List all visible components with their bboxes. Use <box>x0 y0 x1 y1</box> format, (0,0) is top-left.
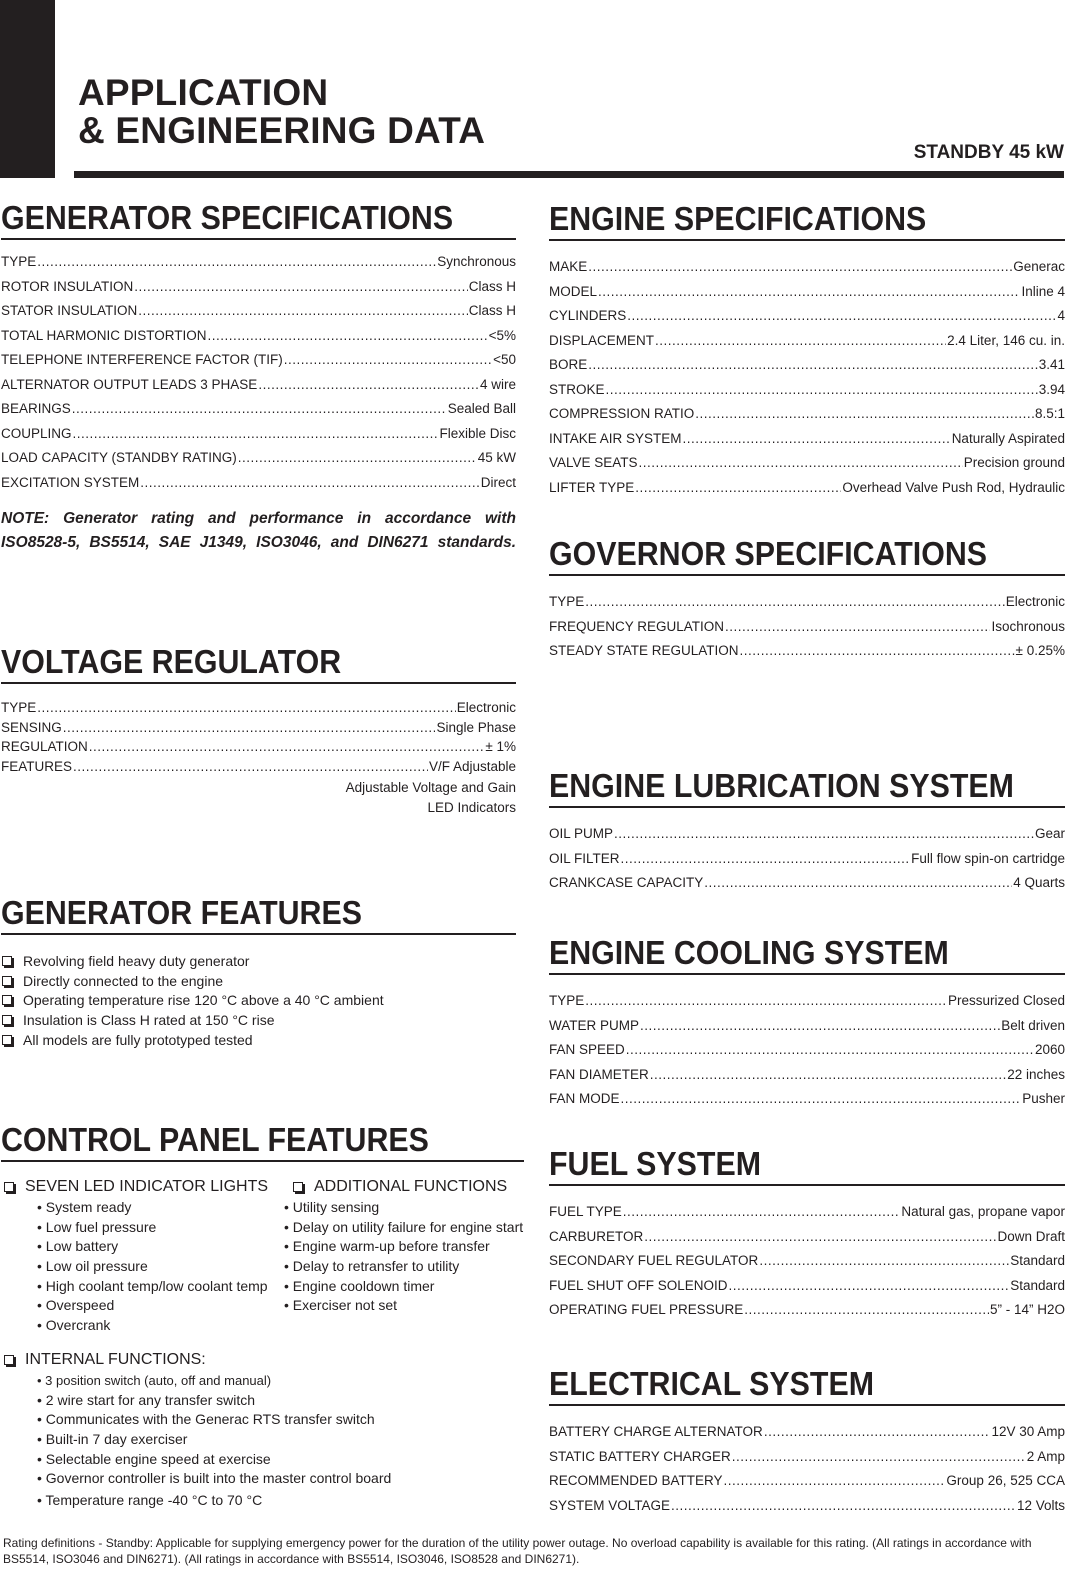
dot-leader <box>655 333 946 348</box>
dot-leader <box>63 720 436 735</box>
spec-label: EXCITATION SYSTEM <box>1 474 140 490</box>
spec-label: TELEPHONE INTERFERENCE FACTOR (TIF) <box>1 352 283 367</box>
spec-row <box>1 450 516 475</box>
additional-items <box>283 1198 523 1316</box>
spec-row <box>1 401 516 426</box>
spec-row <box>1 303 516 328</box>
section-rule <box>1 1160 524 1162</box>
spec-label: MAKE <box>549 259 588 274</box>
spec-row <box>549 1498 1065 1523</box>
page-title <box>78 74 485 150</box>
spec-label: LIFTER TYPE <box>549 479 635 495</box>
control-panel-section <box>1 1122 524 1511</box>
spec-row <box>549 594 1065 619</box>
dot-leader <box>37 700 455 715</box>
list-item: • Overcrank <box>37 1317 111 1334</box>
spec-label: ALTERNATOR OUTPUT LEADS 3 PHASE <box>1 376 258 392</box>
dot-leader <box>644 1229 996 1244</box>
dot-leader <box>725 619 990 634</box>
list-item: Insulation is Class H rated at 150 °C rise <box>1 1010 516 1030</box>
spec-value: 2.4 Liter, 146 cu. in. <box>947 332 1065 348</box>
spec-value: Direct <box>480 474 516 490</box>
spec-row <box>549 1449 1065 1474</box>
page-title-line2: & ENGINEERING DATA <box>78 110 486 151</box>
spec-value: <50 <box>493 352 516 367</box>
spec-label: BORE <box>549 357 588 372</box>
dot-leader <box>73 426 439 441</box>
list-item: • Exerciser not set <box>284 1297 398 1314</box>
dot-leader <box>683 431 951 446</box>
list-item: • Overspeed <box>37 1297 115 1314</box>
spec-label: BEARINGS <box>1 401 71 416</box>
section-heading: ENGINE COOLING SYSTEM <box>549 934 949 971</box>
dot-leader <box>284 352 492 367</box>
spec-value: Inline 4 <box>1021 283 1065 299</box>
list-item: Directly connected to the engine <box>1 971 516 991</box>
rating-definitions-footer: Rating definitions - Standby: Applicable for supplying emergency power for the duration of the utility power outage. No overload capability is available for this rating. (All ratings in accordance with BS5514, ISO3046 and DIN6271). (All ratings in accordance with BS5514, ISO3046, ISO8528 and DIN6271). <box>3 1536 1032 1566</box>
governor-specifications-section <box>549 536 1065 668</box>
spec-row <box>549 1091 1065 1116</box>
spec-value: Group 26, 525 CCA <box>946 1473 1065 1488</box>
additional-functions-group <box>283 1176 523 1316</box>
section-rule <box>549 973 1065 975</box>
spec-list <box>549 594 1065 668</box>
dot-leader <box>588 259 1012 274</box>
list-item: • Governor controller is built into the master control board <box>37 1470 392 1487</box>
spec-row <box>549 643 1065 668</box>
spec-label: OIL FILTER <box>549 850 620 866</box>
spec-value: Single Phase <box>436 719 516 735</box>
spec-label: LOAD CAPACITY (STANDBY RATING) <box>1 450 237 465</box>
spec-row <box>549 851 1065 876</box>
checkbox-icon <box>2 995 12 1005</box>
spec-row <box>549 1473 1065 1498</box>
spec-row <box>549 1042 1065 1067</box>
spec-row <box>549 1302 1065 1327</box>
section-heading: VOLTAGE REGULATOR <box>1 643 342 680</box>
internal-functions-group <box>1 1349 524 1511</box>
spec-value: Class H <box>468 303 516 318</box>
spec-value: Pressurized Closed <box>947 993 1065 1008</box>
dot-leader <box>258 377 479 392</box>
dot-leader <box>588 357 1037 372</box>
spec-row <box>549 480 1065 505</box>
dot-leader <box>138 303 467 318</box>
list-item: • Low battery <box>37 1238 119 1255</box>
spec-value: Pusher <box>1022 1091 1065 1106</box>
spec-label: STATOR INSULATION <box>1 303 138 318</box>
spec-label: TYPE <box>549 993 585 1008</box>
spec-row <box>549 1424 1065 1449</box>
list-item: • 2 wire start for any transfer switch <box>37 1391 256 1408</box>
dot-leader <box>704 875 1012 890</box>
spec-value: 8.5:1 <box>1034 406 1065 421</box>
dot-leader <box>650 1067 1006 1082</box>
spec-row <box>549 284 1065 309</box>
dot-leader <box>640 1018 1000 1033</box>
spec-value: Electronic <box>456 700 516 715</box>
spec-value: Flexible Disc <box>439 425 516 441</box>
dot-leader <box>606 382 1038 397</box>
spec-label: SECONDARY FUEL REGULATOR <box>549 1253 759 1268</box>
spec-value: 3.94 <box>1038 381 1065 397</box>
spec-value: Electronic <box>1005 594 1065 609</box>
spec-value: 12V 30 Amp <box>991 1424 1065 1439</box>
section-rule <box>1 933 516 935</box>
spec-value: ± 0.25% <box>1015 643 1065 658</box>
spec-label: FREQUENCY REGULATION <box>549 618 725 634</box>
dot-leader <box>639 455 963 470</box>
dot-leader <box>208 328 488 343</box>
spec-value: Synchronous <box>437 254 516 269</box>
spec-label: CARBURETOR <box>549 1228 644 1244</box>
spec-label: FAN DIAMETER <box>549 1066 649 1082</box>
list-item: • 3 position switch (auto, off and manual) <box>37 1373 272 1388</box>
dot-leader <box>37 254 436 269</box>
spec-row <box>549 382 1065 407</box>
spec-label: SENSING <box>1 719 62 735</box>
spec-label: COUPLING <box>1 425 72 441</box>
checkbox-icon <box>2 1015 12 1025</box>
dot-leader <box>238 450 477 465</box>
generator-specifications-section <box>1 200 516 555</box>
section-heading: ENGINE SPECIFICATIONS <box>549 200 927 237</box>
additional-heading: ADDITIONAL FUNCTIONS <box>314 1178 508 1195</box>
header-rule <box>74 171 1064 178</box>
dot-leader <box>585 993 947 1008</box>
spec-row <box>549 259 1065 284</box>
list-item: • Low oil pressure <box>37 1258 148 1275</box>
dot-leader <box>627 308 1056 323</box>
spec-label: OIL PUMP <box>549 826 614 841</box>
list-item: • Communicates with the Generac RTS transfer switch <box>37 1411 375 1428</box>
feature-list <box>1 951 516 1050</box>
section-rule <box>549 239 1065 241</box>
dot-leader <box>729 1278 1010 1293</box>
list-item: • Temperature range -40 °C to 70 °C <box>37 1492 263 1509</box>
list-item: Operating temperature rise 120 °C above a 40 °C ambient <box>1 991 516 1011</box>
dot-leader <box>621 1091 1022 1106</box>
rating-subtitle: STANDBY 45 kW <box>913 142 1064 163</box>
spec-row <box>1 328 516 353</box>
spec-row <box>549 357 1065 382</box>
checkbox-icon <box>293 1182 303 1192</box>
checkbox-icon <box>2 976 12 986</box>
dot-leader <box>635 480 841 495</box>
spec-row <box>1 739 516 759</box>
dot-leader <box>671 1498 1016 1513</box>
list-item: • Engine warm-up before transfer <box>284 1238 490 1255</box>
feature-line: Adjustable Voltage and Gain <box>345 780 516 795</box>
spec-label: ROTOR INSULATION <box>1 278 134 294</box>
section-rule <box>549 574 1065 576</box>
spec-row <box>549 619 1065 644</box>
spec-label: FAN MODE <box>549 1091 620 1106</box>
spec-value: Class H <box>468 278 516 294</box>
led-indicators-group <box>3 1176 268 1336</box>
section-heading: ENGINE LUBRICATION SYSTEM <box>549 767 1014 804</box>
engine-lubrication-section <box>549 768 1065 900</box>
spec-value: V/F Adjustable <box>428 758 516 774</box>
spec-row <box>549 826 1065 851</box>
spec-label: INTAKE AIR SYSTEM <box>549 430 682 446</box>
spec-value: 5” - 14” H2O <box>989 1302 1065 1317</box>
list-item: Revolving field heavy duty generator <box>1 951 516 971</box>
list-item: • Built-in 7 day exerciser <box>37 1431 188 1448</box>
section-rule <box>1 682 516 684</box>
led-heading: SEVEN LED INDICATOR LIGHTS <box>25 1178 269 1195</box>
spec-row <box>1 700 516 720</box>
spec-row <box>1 352 516 377</box>
spec-label: CYLINDERS <box>549 308 627 323</box>
spec-label: FAN SPEED <box>549 1042 625 1057</box>
spec-label: TYPE <box>1 254 37 269</box>
spec-row <box>549 1204 1065 1229</box>
spec-label: MODEL <box>549 283 598 299</box>
spec-row <box>549 406 1065 431</box>
dot-leader <box>140 475 479 490</box>
spec-value: Overhead Valve Push Rod, Hydraulic <box>842 479 1065 495</box>
engine-specifications-section <box>549 201 1065 504</box>
spec-label: BATTERY CHARGE ALTERNATOR <box>549 1424 763 1439</box>
spec-row <box>549 1253 1065 1278</box>
spec-value: Precision ground <box>963 455 1065 470</box>
internal-items <box>3 1371 524 1511</box>
spec-row <box>1 377 516 402</box>
voltage-regulator-section <box>1 644 516 817</box>
spec-value: 45 kW <box>477 450 516 465</box>
list-item: All models are fully prototyped tested <box>1 1030 516 1050</box>
section-heading: GOVERNOR SPECIFICATIONS <box>549 535 988 572</box>
spec-list <box>549 259 1065 504</box>
page-title-line1: APPLICATION <box>78 72 329 113</box>
dot-leader <box>764 1424 991 1439</box>
dot-leader <box>732 1449 1026 1464</box>
spec-value: Standard <box>1010 1277 1065 1293</box>
spec-list <box>549 993 1065 1116</box>
spec-value: Generac <box>1013 259 1065 274</box>
spec-label: DISPLACEMENT <box>549 332 655 348</box>
dot-leader <box>626 1042 1034 1057</box>
spec-row <box>549 308 1065 333</box>
spec-list <box>1 700 516 778</box>
spec-label: CRANKCASE CAPACITY <box>549 875 704 890</box>
internal-heading: INTERNAL FUNCTIONS: <box>25 1351 206 1368</box>
spec-value: Belt driven <box>1001 1017 1065 1033</box>
spec-label: OPERATING FUEL PRESSURE <box>549 1302 744 1317</box>
list-item: • Delay on utility failure for engine start <box>284 1218 524 1235</box>
list-item: • Delay to retransfer to utility <box>284 1258 460 1275</box>
spec-value: 2060 <box>1034 1042 1065 1057</box>
dot-leader <box>585 594 1004 609</box>
spec-label: FUEL TYPE <box>549 1204 622 1219</box>
spec-label: TYPE <box>1 700 37 715</box>
spec-row <box>549 993 1065 1018</box>
dot-leader <box>695 406 1034 421</box>
dot-leader <box>621 851 911 866</box>
spec-label: TYPE <box>549 594 585 609</box>
spec-row <box>1 279 516 304</box>
dot-leader <box>73 759 428 774</box>
spec-label: TOTAL HARMONIC DISTORTION <box>1 327 207 343</box>
spec-label: FUEL SHUT OFF SOLENOID <box>549 1277 728 1293</box>
section-heading: GENERATOR SPECIFICATIONS <box>1 199 454 236</box>
spec-list <box>549 826 1065 900</box>
led-items <box>3 1198 268 1336</box>
spec-value: Standard <box>1010 1253 1065 1268</box>
dot-leader <box>744 1302 989 1317</box>
control-panel-columns <box>1 1176 524 1346</box>
dot-leader <box>598 284 1020 299</box>
spec-value: ± 1% <box>485 739 516 754</box>
list-item: • High coolant temp/low coolant temp <box>37 1277 268 1294</box>
spec-label: FEATURES <box>1 758 73 774</box>
section-rule <box>549 806 1065 808</box>
spec-label: COMPRESSION RATIO <box>549 406 695 421</box>
list-item: • System ready <box>37 1199 132 1215</box>
dot-leader <box>759 1253 1009 1268</box>
section-rule <box>549 1184 1065 1186</box>
dot-leader <box>72 401 447 416</box>
spec-list <box>549 1204 1065 1327</box>
spec-value: 3.41 <box>1038 357 1065 372</box>
section-heading: GENERATOR FEATURES <box>1 894 362 931</box>
spec-value: Gear <box>1034 826 1065 841</box>
dot-leader <box>614 826 1034 841</box>
list-item: • Engine cooldown timer <box>284 1277 435 1294</box>
dot-leader <box>134 279 467 294</box>
spec-row <box>549 455 1065 480</box>
spec-list <box>549 1424 1065 1522</box>
spec-value: <5% <box>488 327 516 343</box>
dot-leader <box>724 1473 946 1488</box>
spec-value: Down Draft <box>997 1228 1065 1244</box>
spec-row <box>1 475 516 500</box>
dot-leader <box>89 739 485 754</box>
spec-label: WATER PUMP <box>549 1017 639 1033</box>
spec-row <box>549 875 1065 900</box>
spec-value: 22 inches <box>1007 1066 1065 1082</box>
spec-value: Naturally Aspirated <box>951 430 1065 446</box>
checkbox-icon <box>2 956 12 966</box>
spec-value: Sealed Ball <box>447 401 516 416</box>
spec-value: 4 Quarts <box>1013 875 1065 890</box>
section-heading: FUEL SYSTEM <box>549 1145 761 1182</box>
spec-label: RECOMMENDED BATTERY <box>549 1473 723 1488</box>
spec-row <box>1 720 516 740</box>
list-item: • Low fuel pressure <box>37 1218 157 1235</box>
checkbox-icon <box>2 1035 12 1045</box>
spec-label: REGULATION <box>1 739 88 754</box>
spec-list <box>1 254 516 499</box>
generator-features-section <box>1 895 516 1050</box>
spec-value: Isochronous <box>991 618 1065 634</box>
engine-cooling-section <box>549 935 1065 1116</box>
checkbox-icon <box>4 1355 14 1365</box>
spec-row <box>1 426 516 451</box>
spec-label: STATIC BATTERY CHARGER <box>549 1448 731 1464</box>
spec-row <box>549 431 1065 456</box>
electrical-system-section <box>549 1366 1065 1522</box>
spec-row <box>1 254 516 279</box>
feature-line: LED Indicators <box>427 799 516 815</box>
checkbox-icon <box>4 1182 14 1192</box>
section-heading: ELECTRICAL SYSTEM <box>549 1365 875 1402</box>
spec-row <box>549 333 1065 358</box>
spec-value: 4 wire <box>479 376 516 392</box>
spec-label: SYSTEM VOLTAGE <box>549 1497 671 1513</box>
spec-row <box>549 1229 1065 1254</box>
header-black-tab <box>0 0 55 178</box>
spec-row <box>549 1018 1065 1043</box>
spec-row <box>549 1278 1065 1303</box>
standards-note: NOTE: Generator rating and performance in accordance with ISO8528-5, BS5514, SAE J1349, ISO3046, and DIN6271 standards. <box>1 510 516 551</box>
dot-leader <box>740 643 1015 658</box>
spec-value: 2 Amp <box>1026 1448 1065 1464</box>
spec-label: STROKE <box>549 381 605 397</box>
spec-row <box>549 1067 1065 1092</box>
spec-row <box>1 759 516 779</box>
spec-value: 12 Volts <box>1016 1497 1065 1513</box>
list-item: • Selectable engine speed at exercise <box>37 1450 271 1467</box>
spec-value: Natural gas, propane vapor <box>901 1204 1065 1219</box>
spec-label: VALVE SEATS <box>549 455 638 470</box>
spec-label: STEADY STATE REGULATION <box>549 643 739 658</box>
section-rule <box>549 1404 1065 1406</box>
fuel-system-section <box>549 1146 1065 1327</box>
spec-value: Full flow spin-on cartridge <box>911 850 1065 866</box>
spec-value: 4 <box>1057 308 1065 323</box>
dot-leader <box>623 1204 901 1219</box>
section-heading: CONTROL PANEL FEATURES <box>1 1121 429 1158</box>
list-item: • Utility sensing <box>284 1199 380 1215</box>
section-rule <box>1 238 516 240</box>
